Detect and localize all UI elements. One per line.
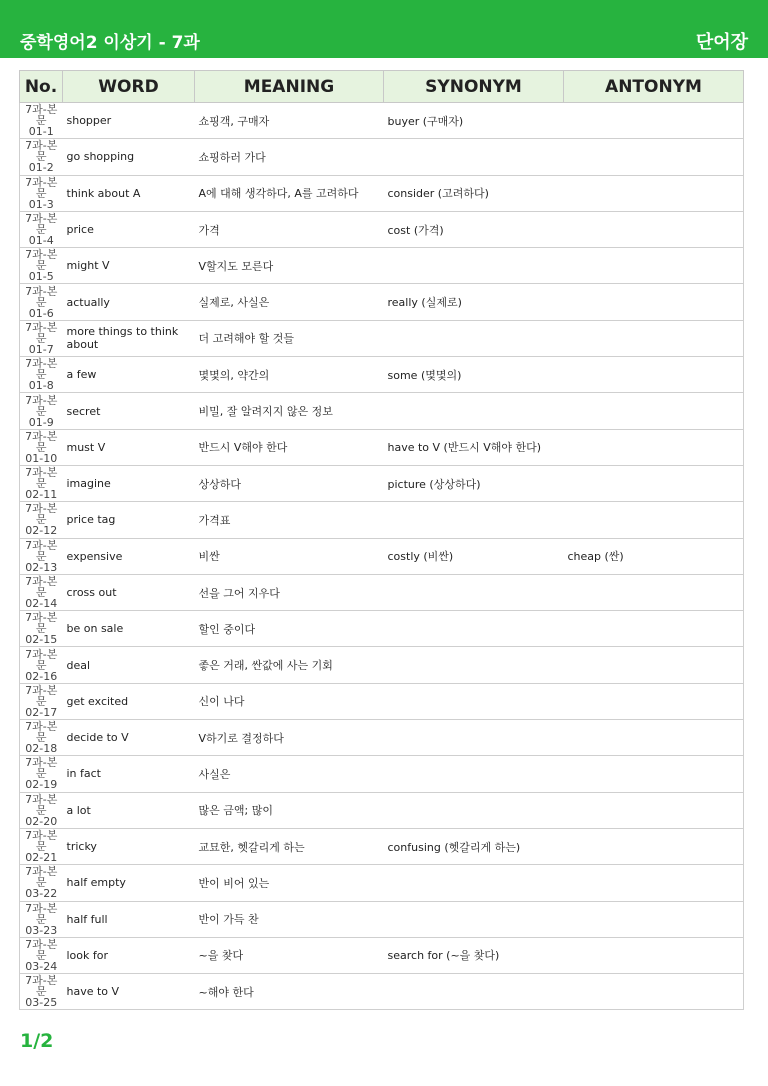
antonym-cell: cheap (싼) xyxy=(564,538,744,574)
row-number: 01-5 xyxy=(28,270,54,284)
table-row xyxy=(20,865,744,901)
table-row xyxy=(20,683,744,719)
row-number: 03-25 xyxy=(25,996,58,1010)
word-cell: think about A xyxy=(63,175,195,211)
column-header-word: WORD xyxy=(63,71,195,103)
table-row xyxy=(20,756,744,792)
synonym-cell xyxy=(384,974,564,1010)
table-header-row xyxy=(20,71,744,103)
antonym-cell xyxy=(564,502,744,538)
meaning-cell: 가격표 xyxy=(195,502,384,538)
meaning-cell: ~해야 한다 xyxy=(195,974,384,1010)
section-label: 단어장 xyxy=(695,32,748,53)
row-unit: 7과-본문 xyxy=(25,393,58,418)
row-unit: 7과-본문 xyxy=(25,357,58,382)
meaning-cell: 많은 금액; 많이 xyxy=(195,792,384,828)
row-number-cell xyxy=(20,756,63,792)
row-number-cell xyxy=(20,357,63,393)
antonym-cell xyxy=(564,720,744,756)
synonym-cell xyxy=(384,683,564,719)
antonym-cell xyxy=(564,647,744,683)
row-unit: 7과-본문 xyxy=(25,139,58,164)
table-body xyxy=(20,103,744,1010)
row-number: 03-22 xyxy=(25,887,58,901)
word-cell: a lot xyxy=(63,792,195,828)
synonym-cell xyxy=(384,756,564,792)
table-row xyxy=(20,211,744,247)
meaning-cell: 비싼 xyxy=(195,538,384,574)
table-row xyxy=(20,284,744,320)
row-number: 02-16 xyxy=(25,669,58,683)
row-number-cell xyxy=(20,865,63,901)
table-row xyxy=(20,937,744,973)
row-number: 01-7 xyxy=(28,342,54,356)
row-unit: 7과-본문 xyxy=(25,829,58,854)
page-title: 중학영어2 이상기 - 7과 xyxy=(20,33,200,53)
table-row xyxy=(20,647,744,683)
row-unit: 7과-본문 xyxy=(25,901,58,926)
row-number-cell xyxy=(20,974,63,1010)
vocab-table xyxy=(19,70,744,1010)
word-cell: half full xyxy=(63,901,195,937)
word-cell: half empty xyxy=(63,865,195,901)
table-row xyxy=(20,574,744,610)
row-number: 02-15 xyxy=(25,633,58,647)
table-row xyxy=(20,175,744,211)
row-unit: 7과-본문 xyxy=(25,103,58,128)
meaning-cell: V할지도 모른다 xyxy=(195,248,384,284)
table-row xyxy=(20,828,744,864)
synonym-cell: have to V (반드시 V해야 한다) xyxy=(384,429,564,465)
meaning-cell: V하기로 결정하다 xyxy=(195,720,384,756)
meaning-cell: 신이 나다 xyxy=(195,683,384,719)
row-number: 02-18 xyxy=(25,742,58,756)
word-cell: shopper xyxy=(63,103,195,139)
synonym-cell: consider (고려하다) xyxy=(384,175,564,211)
row-number-cell xyxy=(20,248,63,284)
synonym-cell: really (실제로) xyxy=(384,284,564,320)
column-header-no: No. xyxy=(20,71,63,103)
table-row xyxy=(20,393,744,429)
row-number: 03-23 xyxy=(25,923,58,937)
row-number-cell xyxy=(20,901,63,937)
antonym-cell xyxy=(564,139,744,175)
word-cell: secret xyxy=(63,393,195,429)
meaning-cell: A에 대해 생각하다, A를 고려하다 xyxy=(195,175,384,211)
row-number: 01-8 xyxy=(28,379,54,393)
antonym-cell xyxy=(564,320,744,356)
word-cell: look for xyxy=(63,937,195,973)
column-header-synonym: SYNONYM xyxy=(384,71,564,103)
word-cell: actually xyxy=(63,284,195,320)
synonym-cell xyxy=(384,393,564,429)
antonym-cell xyxy=(564,393,744,429)
synonym-cell: confusing (헷갈리게 하는) xyxy=(384,828,564,864)
row-number-cell xyxy=(20,465,63,501)
word-cell: tricky xyxy=(63,828,195,864)
word-cell: get excited xyxy=(63,683,195,719)
synonym-cell: cost (가격) xyxy=(384,211,564,247)
table-row xyxy=(20,320,744,356)
row-number: 01-1 xyxy=(28,125,54,139)
row-number: 02-21 xyxy=(25,851,58,865)
row-unit: 7과-본문 xyxy=(25,683,58,708)
row-number-cell xyxy=(20,611,63,647)
row-unit: 7과-본문 xyxy=(25,248,58,273)
row-unit: 7과-본문 xyxy=(25,937,58,962)
row-unit: 7과-본문 xyxy=(25,538,58,563)
meaning-cell: 가격 xyxy=(195,211,384,247)
antonym-cell xyxy=(564,937,744,973)
word-cell: be on sale xyxy=(63,611,195,647)
antonym-cell xyxy=(564,357,744,393)
synonym-cell: search for (~을 찾다) xyxy=(384,937,564,973)
row-number: 01-2 xyxy=(28,161,54,175)
row-number: 02-13 xyxy=(25,560,58,574)
table-row xyxy=(20,357,744,393)
row-number-cell xyxy=(20,574,63,610)
table-row xyxy=(20,611,744,647)
row-unit: 7과-본문 xyxy=(25,429,58,454)
row-unit: 7과-본문 xyxy=(25,575,58,599)
column-header-antonym: ANTONYM xyxy=(564,71,744,103)
row-number-cell xyxy=(20,720,63,756)
antonym-cell xyxy=(564,683,744,719)
meaning-cell: 반이 비어 있는 xyxy=(195,865,384,901)
synonym-cell xyxy=(384,720,564,756)
table-row xyxy=(20,139,744,175)
word-cell: price tag xyxy=(63,502,195,538)
antonym-cell xyxy=(564,901,744,937)
synonym-cell xyxy=(384,320,564,356)
meaning-cell: 더 고려해야 할 것들 xyxy=(195,320,384,356)
row-number: 02-17 xyxy=(25,705,58,719)
row-unit: 7과-본문 xyxy=(25,756,58,781)
column-header-meaning: MEANING xyxy=(195,71,384,103)
word-cell: expensive xyxy=(63,538,195,574)
row-number-cell xyxy=(20,502,63,538)
row-number-cell xyxy=(20,175,63,211)
synonym-cell: some (몇몇의) xyxy=(384,357,564,393)
meaning-cell: 반이 가득 찬 xyxy=(195,901,384,937)
word-cell: a few xyxy=(63,357,195,393)
table-row xyxy=(20,502,744,538)
row-unit: 7과-본문 xyxy=(25,974,58,999)
word-cell: go shopping xyxy=(63,139,195,175)
antonym-cell xyxy=(564,211,744,247)
row-number-cell xyxy=(20,320,63,356)
row-number-cell xyxy=(20,284,63,320)
meaning-cell: 반드시 V해야 한다 xyxy=(195,429,384,465)
synonym-cell xyxy=(384,647,564,683)
row-unit: 7과-본문 xyxy=(25,720,58,745)
meaning-cell: 사실은 xyxy=(195,756,384,792)
row-number: 01-6 xyxy=(28,306,54,320)
synonym-cell xyxy=(384,901,564,937)
word-cell: cross out xyxy=(63,574,195,610)
row-unit: 7과-본문 xyxy=(25,212,58,237)
word-cell: more things to think about xyxy=(63,320,195,356)
row-number-cell xyxy=(20,393,63,429)
antonym-cell xyxy=(564,756,744,792)
synonym-cell: picture (상상하다) xyxy=(384,465,564,501)
meaning-cell: 선을 그어 지우다 xyxy=(195,574,384,610)
table-row xyxy=(20,429,744,465)
meaning-cell: 할인 중이다 xyxy=(195,611,384,647)
row-number: 01-3 xyxy=(28,197,54,211)
antonym-cell xyxy=(564,248,744,284)
row-number: 02-11 xyxy=(25,488,58,502)
row-number: 03-24 xyxy=(25,959,58,973)
synonym-cell xyxy=(384,792,564,828)
table-row xyxy=(20,248,744,284)
synonym-cell xyxy=(384,611,564,647)
row-unit: 7과-본문 xyxy=(25,175,58,200)
word-cell: must V xyxy=(63,429,195,465)
page-number: 1/2 xyxy=(20,1030,54,1052)
row-number-cell xyxy=(20,828,63,864)
meaning-cell: 몇몇의, 약간의 xyxy=(195,357,384,393)
synonym-cell xyxy=(384,139,564,175)
antonym-cell xyxy=(564,792,744,828)
word-cell: in fact xyxy=(63,756,195,792)
row-unit: 7과-본문 xyxy=(25,792,58,817)
row-number-cell xyxy=(20,683,63,719)
row-unit: 7과-본문 xyxy=(25,466,58,491)
meaning-cell: 쇼핑하러 가다 xyxy=(195,139,384,175)
row-unit: 7과-본문 xyxy=(25,320,58,345)
table-row xyxy=(20,974,744,1010)
meaning-cell: 교묘한, 헷갈리게 하는 xyxy=(195,828,384,864)
row-number-cell xyxy=(20,937,63,973)
table-row xyxy=(20,465,744,501)
row-number-cell xyxy=(20,211,63,247)
word-cell: price xyxy=(63,211,195,247)
row-unit: 7과-본문 xyxy=(25,502,58,527)
row-unit: 7과-본문 xyxy=(25,611,58,636)
row-number: 01-10 xyxy=(25,451,58,465)
table-row xyxy=(20,792,744,828)
antonym-cell xyxy=(564,865,744,901)
meaning-cell: 쇼핑객, 구매자 xyxy=(195,103,384,139)
antonym-cell xyxy=(564,175,744,211)
table-row xyxy=(20,103,744,139)
antonym-cell xyxy=(564,465,744,501)
table-row xyxy=(20,538,744,574)
synonym-cell: costly (비싼) xyxy=(384,538,564,574)
word-cell: have to V xyxy=(63,974,195,1010)
synonym-cell xyxy=(384,865,564,901)
meaning-cell: 실제로, 사실은 xyxy=(195,284,384,320)
antonym-cell xyxy=(564,974,744,1010)
meaning-cell: ~을 찾다 xyxy=(195,937,384,973)
table-row xyxy=(20,901,744,937)
row-number-cell xyxy=(20,792,63,828)
row-number: 01-9 xyxy=(28,415,54,429)
synonym-cell: buyer (구매자) xyxy=(384,103,564,139)
antonym-cell xyxy=(564,429,744,465)
row-number: 02-19 xyxy=(25,778,58,792)
synonym-cell xyxy=(384,502,564,538)
row-number: 01-4 xyxy=(28,234,54,248)
antonym-cell xyxy=(564,284,744,320)
row-number: 02-20 xyxy=(25,814,58,828)
word-cell: might V xyxy=(63,248,195,284)
word-cell: deal xyxy=(63,647,195,683)
antonym-cell xyxy=(564,574,744,610)
row-number: 02-14 xyxy=(25,597,58,610)
row-number-cell xyxy=(20,429,63,465)
antonym-cell xyxy=(564,611,744,647)
row-unit: 7과-본문 xyxy=(25,284,58,309)
row-number-cell xyxy=(20,103,63,139)
synonym-cell xyxy=(384,248,564,284)
meaning-cell: 상상하다 xyxy=(195,465,384,501)
page-header xyxy=(0,0,768,58)
row-unit: 7과-본문 xyxy=(25,647,58,672)
word-cell: imagine xyxy=(63,465,195,501)
meaning-cell: 비밀, 잘 알려지지 않은 정보 xyxy=(195,393,384,429)
antonym-cell xyxy=(564,828,744,864)
row-number-cell xyxy=(20,647,63,683)
row-number-cell xyxy=(20,538,63,574)
synonym-cell xyxy=(384,574,564,610)
antonym-cell xyxy=(564,103,744,139)
meaning-cell: 좋은 거래, 싼값에 사는 기회 xyxy=(195,647,384,683)
word-cell: decide to V xyxy=(63,720,195,756)
row-unit: 7과-본문 xyxy=(25,865,58,890)
row-number-cell xyxy=(20,139,63,175)
row-number: 02-12 xyxy=(25,524,58,538)
table-row xyxy=(20,720,744,756)
